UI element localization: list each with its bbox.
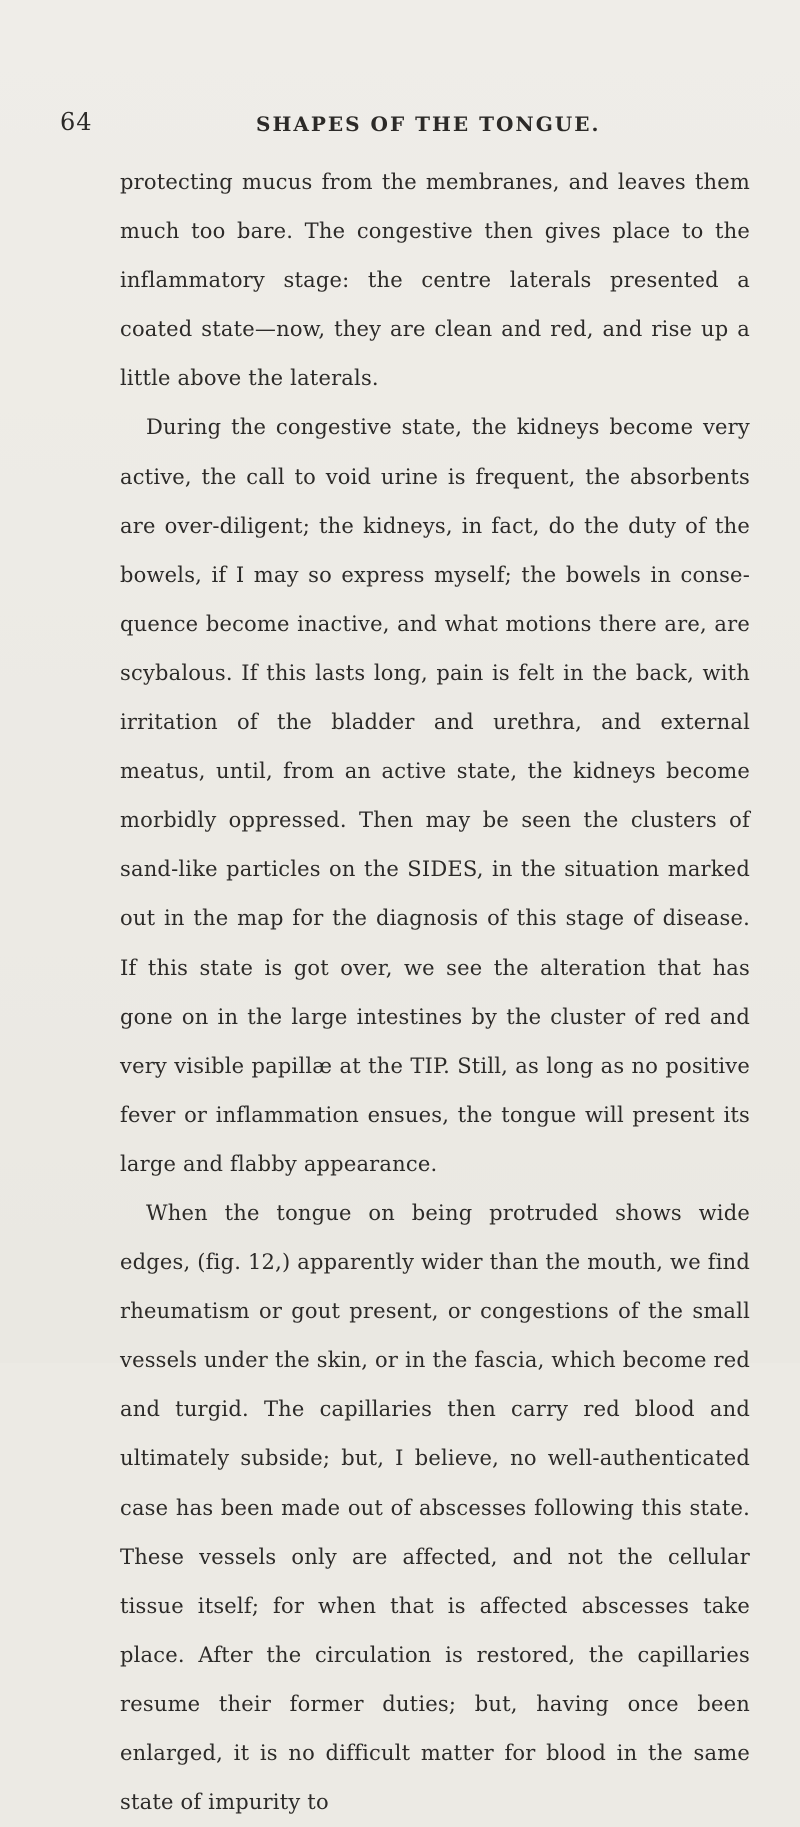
paragraph-1: protecting mucus from the membranes, and leaves them much too bare. The congestive then gives place to the inflammatory stage: the centre laterals presented a coated state—now, they are clean and red, and rise up a little above the laterals. <box>120 170 750 391</box>
page-header <box>60 108 750 138</box>
running-head: SHAPES OF THE TONGUE. <box>256 112 601 136</box>
page-number: 64 <box>60 108 93 136</box>
paragraph-2: During the congestive state, the kidneys become very active, the call to void urine is frequent, the absorbents are over-diligent; the kidneys, in fact, do the duty of the bowels, if I may so express myself; the bowels in conse-quence become inactive, and what motions there are, are scybalous. If this lasts long, pain is felt in the back, with irritation of the bladder and urethra, and external meatus, until, from an active state, the kidneys become morbidly oppressed. Then may be seen the clusters of sand-like particles on the SIDES, in the situation marked out in the map for the diagnosis of this stage of disease. If this state is got over, we see the alteration that has gone on in the large intestines by the cluster of red and very visible papillæ at the TIP. Still, as long as no positive fever or inflammation ensues, the tongue will present its large and flabby appearance. <box>120 415 750 1176</box>
paragraph-3: When the tongue on being protruded shows wide edges, (fig. 12,) apparently wider than the mouth, we find rheumatism or gout present, or congestions of the small vessels under the skin, or in the fascia, which become red and turgid. The capillaries then carry red blood and ultimately subside; but, I believe, no well-authenticated case has been made out of abscesses following this state. These vessels only are affected, and not the cellular tissue itself; for when that is affected abscesses take place. After the circulation is restored, the capillaries resume their former duties; but, having once been enlarged, it is no difficult matter for blood in the same state of impurity to <box>120 1200 750 1815</box>
body-text <box>120 158 750 1827</box>
